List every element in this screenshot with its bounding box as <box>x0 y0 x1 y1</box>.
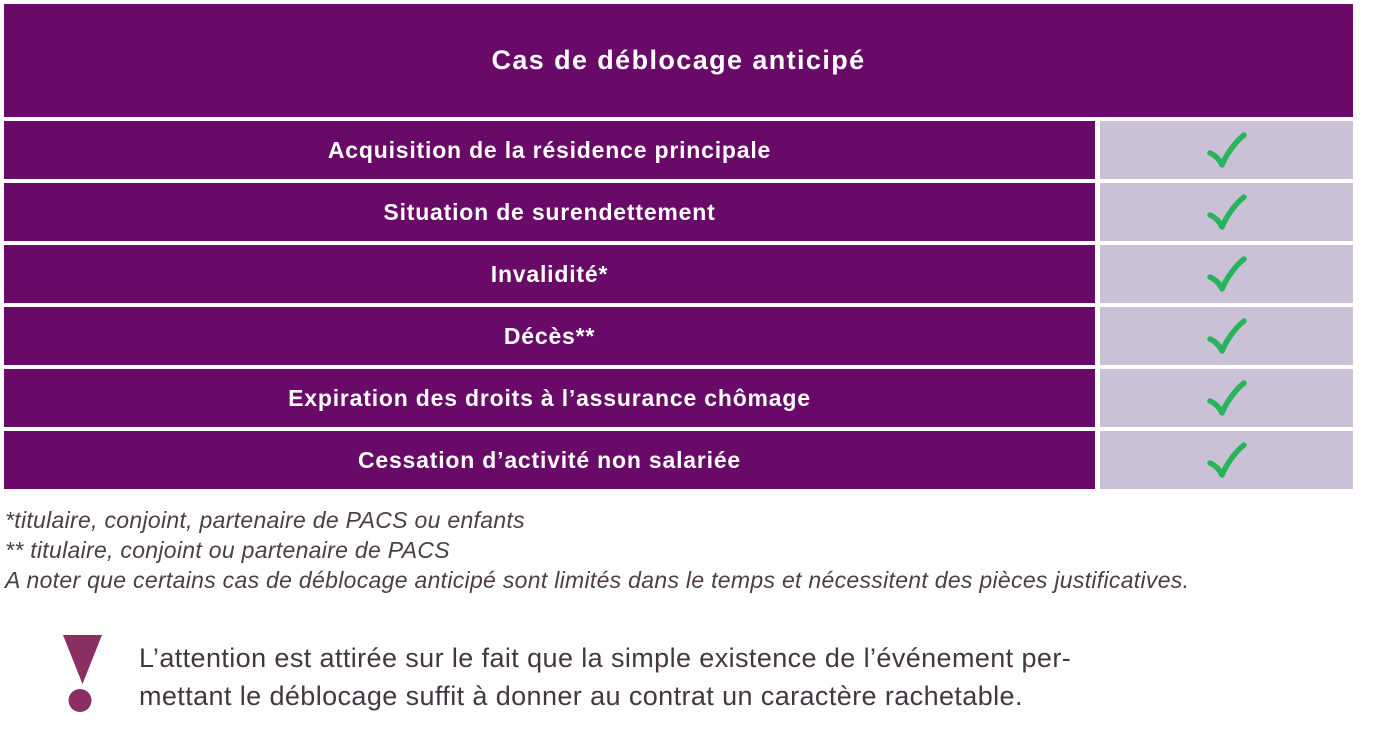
checkmark-icon <box>1206 318 1248 355</box>
checkmark-icon <box>1206 442 1248 479</box>
early-release-table <box>4 4 1353 489</box>
checkmark-icon <box>1206 380 1248 417</box>
table-row-label: Situation de surendettement <box>4 183 1095 241</box>
table-row-check <box>1100 245 1353 303</box>
footnote-line-2: ** titulaire, conjoint ou partenaire de PACS <box>5 537 450 563</box>
checkmark-icon <box>1206 194 1248 231</box>
footnote-line-1: *titulaire, conjoint, partenaire de PACS ou enfants <box>5 507 525 533</box>
table-row-check <box>1100 183 1353 241</box>
table-row-label: Invalidité* <box>4 245 1095 303</box>
table-row-check <box>1100 369 1353 427</box>
table-row-label: Acquisition de la résidence principale <box>4 121 1095 179</box>
warning-note <box>63 633 1400 715</box>
footnotes <box>5 505 1397 595</box>
warning-text <box>139 639 1071 715</box>
table-row-check <box>1100 307 1353 365</box>
table-title: Cas de déblocage anticipé <box>491 45 866 75</box>
table-row-check <box>1100 121 1353 179</box>
warning-line-2: mettant le déblocage suffit à donner au contrat un caractère rachetable. <box>139 681 1023 711</box>
table-header <box>4 4 1353 117</box>
warning-line-1: L’attention est attirée sur le fait que la simple existence de l’événement per- <box>139 643 1072 673</box>
checkmark-icon <box>1206 132 1248 169</box>
table-row-label: Décès** <box>4 307 1095 365</box>
table-row-label: Cessation d’activité non salariée <box>4 431 1095 489</box>
checkmark-icon <box>1206 256 1248 293</box>
table-row-label: Expiration des droits à l’assurance chômage <box>4 369 1095 427</box>
exclamation-icon <box>63 633 103 713</box>
table-row-check <box>1100 431 1353 489</box>
footnote-line-3: A noter que certains cas de déblocage anticipé sont limités dans le temps et nécessitent des pièces justificatives. <box>5 567 1190 593</box>
